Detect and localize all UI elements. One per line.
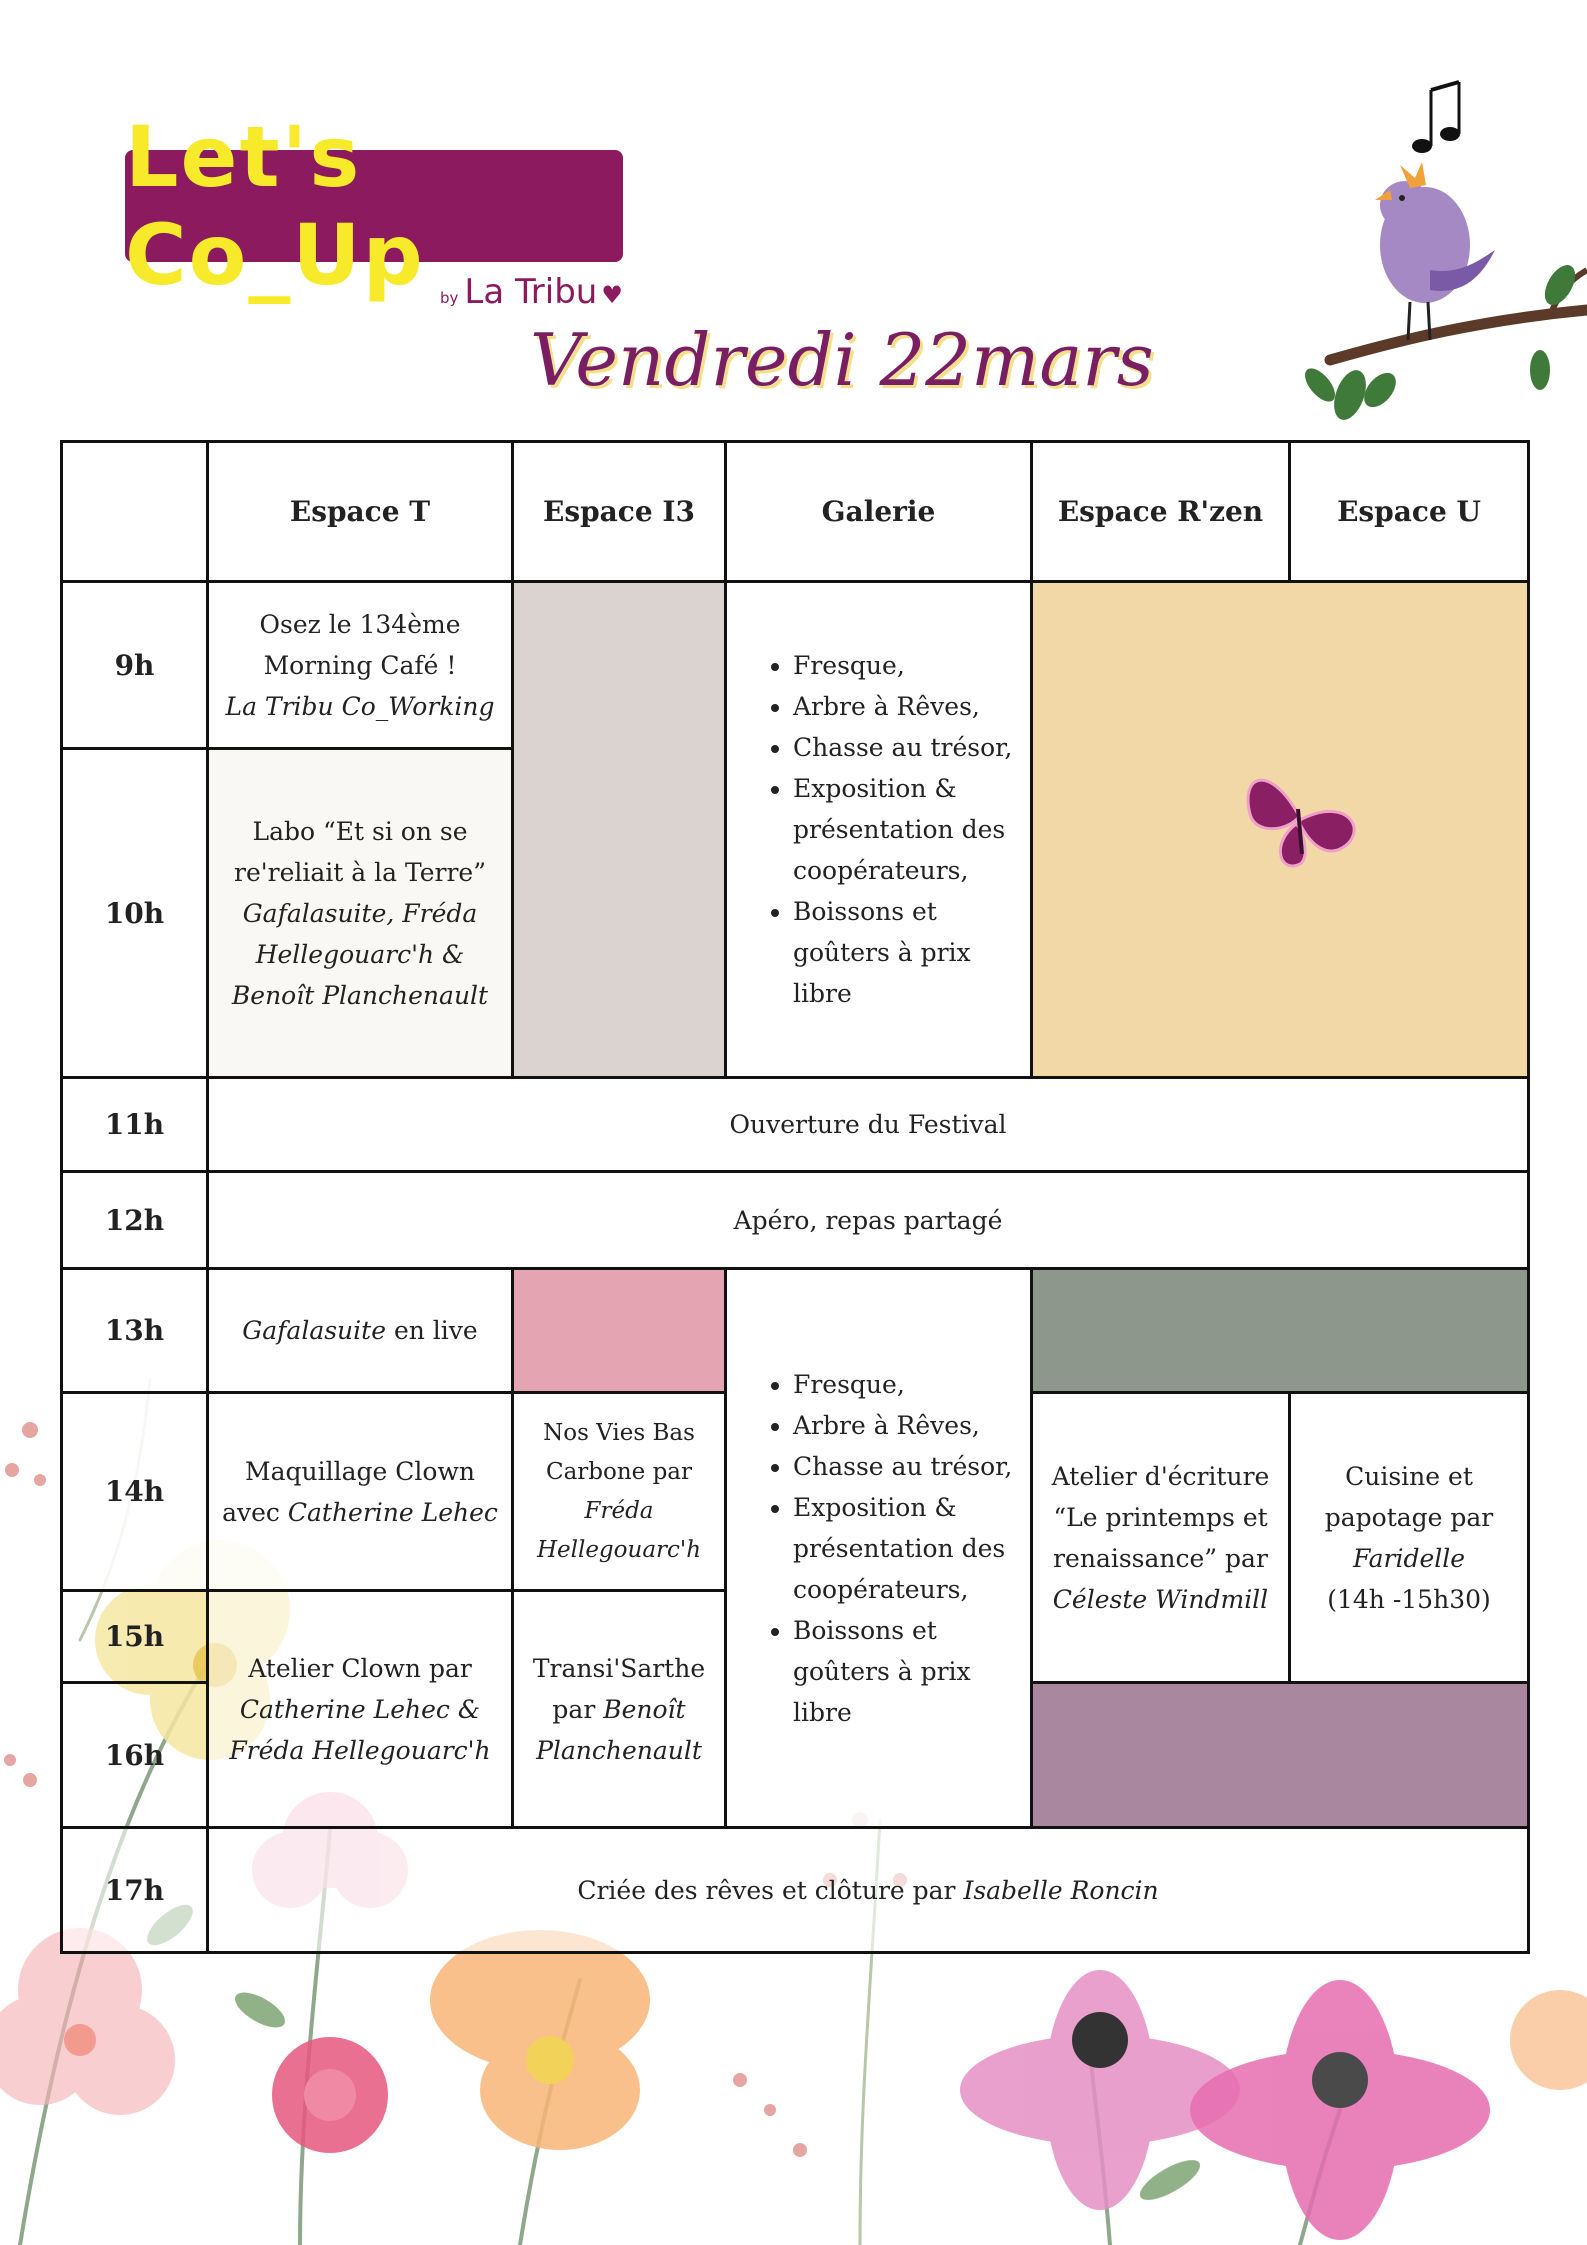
col-header-espace-i3: Espace I3 <box>513 442 726 582</box>
event-ouverture: Ouverture du Festival <box>208 1078 1529 1172</box>
rzen-u-13h-block <box>1032 1269 1529 1393</box>
list-item: • Chasse au trésor, <box>793 727 1030 768</box>
col-header-galerie: Galerie <box>726 442 1032 582</box>
event-line: Carbone par <box>545 1458 693 1485</box>
event-line: renaissance” par <box>1053 1543 1268 1573</box>
espace-i3-empty-morning <box>513 582 726 1078</box>
rzen-u-16h-block <box>1032 1683 1529 1828</box>
event-line: Atelier Clown par <box>248 1653 472 1683</box>
event-line: Transi'Sarthe <box>532 1653 706 1683</box>
artist-name: Benoît <box>603 1694 686 1724</box>
event-criee-des-reves <box>208 1828 1529 1953</box>
artist-name: Céleste Windmill <box>1052 1584 1269 1614</box>
hour-9h: 9h <box>62 582 208 749</box>
page-title: Vendredi 22mars <box>530 318 1154 402</box>
galerie-afternoon <box>726 1269 1032 1828</box>
rzen-u-morning-block <box>1032 582 1529 1078</box>
row-17h <box>62 1828 1529 1953</box>
music-note-icon <box>1412 82 1460 153</box>
artist-name: Fréda <box>584 1497 654 1524</box>
hour-17h: 17h <box>62 1828 208 1953</box>
col-header-espace-rzen: Espace R'zen <box>1032 442 1290 582</box>
hour-14h: 14h <box>62 1393 208 1591</box>
artist-name: Hellegouarc'h <box>536 1536 702 1563</box>
event-organizer: Benoît Planchenault <box>231 980 489 1010</box>
logo-text: Let's Co_Up <box>125 108 425 304</box>
butterfly-icon <box>1230 754 1370 894</box>
row-13h <box>62 1269 1529 1393</box>
list-item: • Fresque, <box>793 1364 1030 1405</box>
event-transi-sarthe <box>513 1591 726 1828</box>
list-item: • Fresque, <box>793 645 1030 686</box>
event-line: Criée des rêves et clôture par <box>577 1875 964 1905</box>
event-line: “Le printemps et <box>1053 1502 1268 1532</box>
row-11h <box>62 1078 1529 1172</box>
event-line: papotage par <box>1324 1502 1494 1532</box>
event-line: avec <box>222 1497 288 1527</box>
corner-cell <box>62 442 208 582</box>
artist-name: Catherine Lehec <box>287 1497 498 1527</box>
hour-13h: 13h <box>62 1269 208 1393</box>
row-12h <box>62 1172 1529 1269</box>
event-line: par <box>552 1694 604 1724</box>
hour-12h: 12h <box>62 1172 208 1269</box>
list-item: • Exposition & présentation des coopérateurs, <box>793 768 1030 891</box>
paw-icon: ♥ <box>601 281 623 309</box>
event-apero: Apéro, repas partagé <box>208 1172 1529 1269</box>
event-labo-terre <box>208 749 513 1078</box>
event-line: Maquillage Clown <box>245 1456 475 1486</box>
galerie-morning <box>726 582 1032 1078</box>
list-item: • Chasse au trésor, <box>793 1446 1030 1487</box>
artist-name: Isabelle Roncin <box>963 1875 1159 1905</box>
logo-tribu: La Tribu <box>464 272 598 312</box>
event-line: re'reliait à la Terre” <box>234 857 486 887</box>
event-atelier-clown <box>208 1591 513 1828</box>
artist-name: Gafalasuite <box>242 1316 386 1345</box>
col-header-espace-t: Espace T <box>208 442 513 582</box>
hour-15h: 15h <box>62 1591 208 1683</box>
schedule-table <box>60 440 1530 1954</box>
logo-subtitle <box>440 272 623 312</box>
event-organizer: La Tribu Co_Working <box>225 691 495 721</box>
event-atelier-ecriture <box>1032 1393 1290 1683</box>
artist-name: Planchenault <box>536 1735 702 1765</box>
list-item: • Arbre à Rêves, <box>793 686 1030 727</box>
col-header-espace-u: Espace U <box>1290 442 1529 582</box>
list-item: • Boissons et goûters à prix libre <box>793 1610 1030 1733</box>
event-line: en live <box>386 1316 478 1345</box>
event-cuisine-papotage <box>1290 1393 1529 1683</box>
event-line: Cuisine et <box>1345 1461 1473 1491</box>
espace-i3-13h-block <box>513 1269 726 1393</box>
event-osez-morning-cafe <box>208 582 513 749</box>
bird-icon <box>1280 70 1587 430</box>
event-line: Morning Café ! <box>263 650 457 680</box>
event-nos-vies-bas-carbone <box>513 1393 726 1591</box>
artist-name: Faridelle <box>1352 1543 1466 1573</box>
list-item: • Exposition & présentation des coopérateurs, <box>793 1487 1030 1610</box>
hour-10h: 10h <box>62 749 208 1078</box>
event-gafalasuite-live <box>208 1269 513 1393</box>
event-maquillage-clown <box>208 1393 513 1591</box>
row-9h <box>62 582 1529 749</box>
galerie-list-afternoon <box>727 1364 1030 1733</box>
hour-11h: 11h <box>62 1078 208 1172</box>
event-line: Labo “Et si on se <box>252 816 468 846</box>
event-organizer: Gafalasuite, Fréda <box>242 898 478 928</box>
logo-by: by <box>440 289 459 307</box>
event-time: (14h -15h30) <box>1327 1584 1491 1614</box>
event-line: Osez le 134ème <box>259 609 461 639</box>
event-organizer: Hellegouarc'h & <box>255 939 465 969</box>
list-item: • Arbre à Rêves, <box>793 1405 1030 1446</box>
galerie-list-morning <box>727 645 1030 1014</box>
event-line: Nos Vies Bas <box>543 1419 695 1446</box>
header-row <box>62 442 1529 582</box>
artist-name: Fréda Hellegouarc'h <box>229 1735 491 1765</box>
hour-16h: 16h <box>62 1683 208 1828</box>
event-line: Atelier d'écriture <box>1051 1461 1270 1491</box>
artist-name: Catherine Lehec & <box>239 1694 481 1724</box>
list-item: • Boissons et goûters à prix libre <box>793 891 1030 1014</box>
